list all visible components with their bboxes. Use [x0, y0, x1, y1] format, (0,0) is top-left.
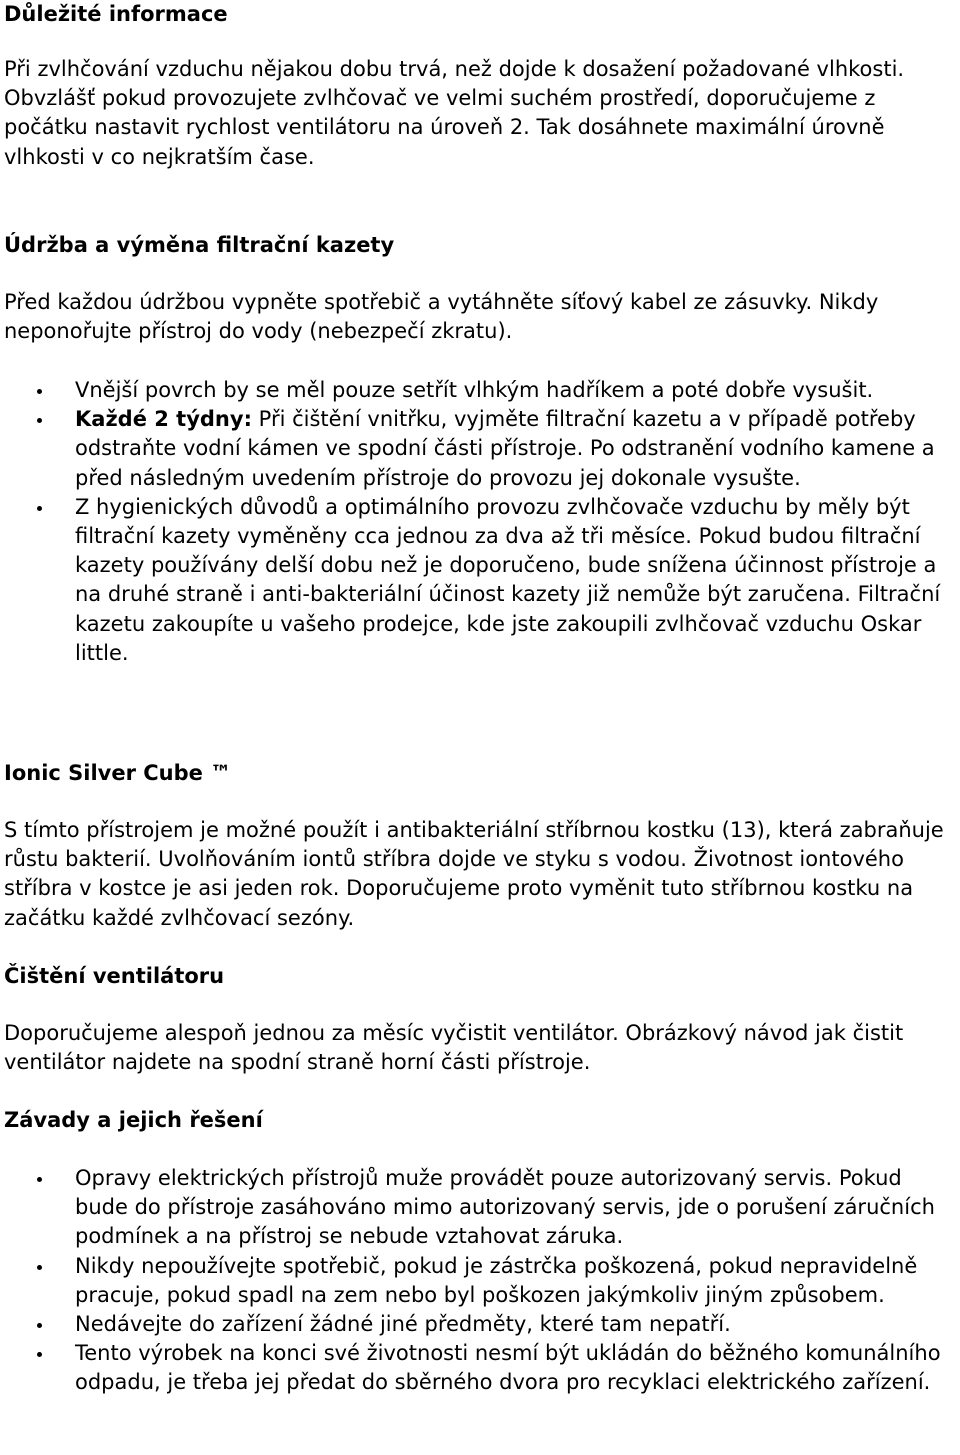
list-item [4, 493, 959, 668]
list-item [4, 405, 959, 493]
paragraph-ionic-silver-cube: S tímto přístrojem je možné použít i antibakteriální stříbrnou kostku (13), která zabraňuje růstu bakterií. Uvolňováním iontů stříbra dojde ve styku s vodou. Životnost iontového stříbra v kostce je asi jeden rok. Doporučujeme proto vyměnit tuto stříbrnou kostku na začátku každé zvlhčovací sezóny. [4, 818, 944, 930]
list-item-text: Opravy elektrických přístrojů muže provádět pouze autorizovaný servis. Pokud bude do přístroje zasáhováno mimo autorizovaný servis, jde o porušení záručních podmínek a na přístroj se nebude vztahovat záruka. [75, 1166, 935, 1249]
list-item-text: Nikdy nepoužívejte spotřebič, pokud je zástrčka poškozená, pokud nepravidelně pracuje, pokud spadl na zem nebo byl poškozen jakýmkoliv jiným způsobem. [75, 1253, 918, 1307]
heading-maintenance: Údržba a výměna filtrační kazety [4, 233, 395, 257]
bullet-icon [37, 389, 42, 394]
heading-important-info: Důležité informace [4, 2, 228, 26]
bullet-icon [37, 1265, 42, 1270]
heading-ionic-silver-cube: Ionic Silver Cube ™ [4, 761, 232, 785]
list-item [4, 1339, 959, 1397]
paragraph-maintenance: Před každou údržbou vypněte spotřebič a vytáhněte síťový kabel ze zásuvky. Nikdy neponořujte přístroj do vody (nebezpečí zkratu). [4, 290, 879, 344]
list-item-text: Z hygienických důvodů a optimálního provozu zvlhčovače vzduchu by měly být filtrační kazety vyměněny cca jednou za dva až tři měsíce. Pokud budou filtrační kazety používány delší dobu než je doporučeno, bude snížena účinnost přístroje a na druhé straně i anti-bakteriální účinost kazety již nemůže být zaručena. Filtrační kazetu zakoupíte u vašeho prodejce, kde jste zakoupili zvlhčovač vzduchu Oskar little. [75, 494, 941, 665]
list-item [4, 1252, 959, 1310]
paragraph-important-info: Při zvlhčování vzduchu nějakou dobu trvá, než dojde k dosažení požadované vlhkosti. Obvzlášť pokud provozujete zvlhčovač ve velmi suchém prostředí, doporučujeme z počátku nastavit rychlost ventilátoru na úroveň 2. Tak dosáhnete maximální úrovně vlhkosti v co nejkratším čase. [4, 57, 905, 169]
bullet-icon [37, 418, 42, 423]
list-item-text: Nedávejte do zařízení žádné jiné předměty, které tam nepatří. [75, 1312, 731, 1337]
list-item [4, 1164, 959, 1252]
maintenance-list [4, 376, 959, 668]
paragraph-fan-cleaning: Doporučujeme alespoň jednou za měsíc vyčistit ventilátor. Obrázkový návod jak čistit ventilátor najdete na spodní straně horní části přístroje. [4, 1021, 904, 1075]
list-item [4, 1310, 959, 1339]
list-item-bold-label: Každé 2 týdny: [75, 407, 252, 432]
list-item-text: Vnější povrch by se měl pouze setřít vlhkým hadříkem a poté dobře vysušit. [75, 378, 874, 402]
list-item [4, 376, 959, 405]
bullet-icon [37, 1352, 42, 1357]
list-item-text: Tento výrobek na konci své životnosti nesmí být ukládán do běžného komunálního odpadu, je třeba jej předat do sběrného dvora pro recyklaci elektrického zařízení. [75, 1341, 941, 1395]
heading-faults: Závady a jejich řešení [4, 1108, 263, 1132]
faults-list [4, 1164, 959, 1398]
bullet-icon [37, 1177, 42, 1182]
heading-fan-cleaning: Čištění ventilátoru [4, 964, 225, 988]
list-item-text: Při čištění vnitřku, vyjměte filtrační kazetu a v případě potřeby odstraňte vodní kámen ve spodní části přístroje. Po odstranění vodního kamene a před následným uvedením přístroje do provozu jej dokonale vysušte. [75, 407, 935, 490]
bullet-icon [37, 1323, 42, 1328]
bullet-icon [37, 506, 42, 511]
